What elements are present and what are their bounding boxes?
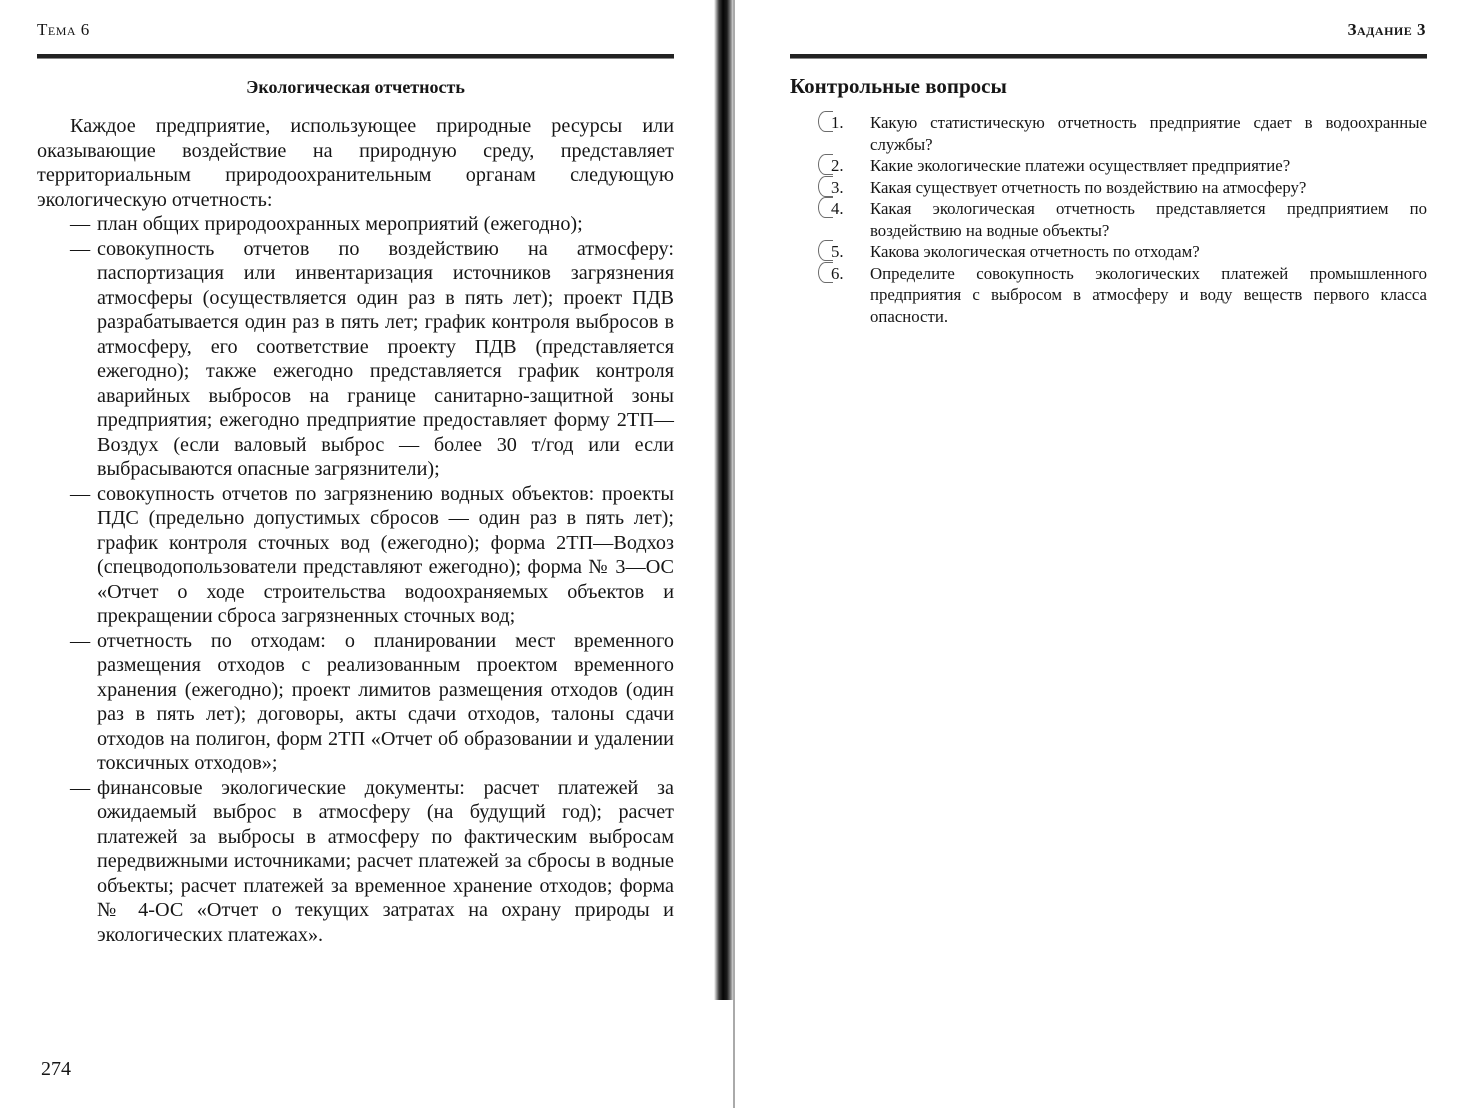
dash-marker: —: [70, 776, 91, 799]
question-text: Какая экологическая отчетность представляется предприятием по воздействию на водные объекты?: [870, 199, 1427, 240]
reporting-list: [37, 212, 674, 947]
question-item: [817, 155, 1427, 177]
page-number: 274: [41, 1058, 71, 1080]
spine-shadow: [714, 0, 734, 1000]
question-number: 1.: [831, 113, 844, 132]
body-text: [37, 114, 674, 947]
right-page: [760, 0, 1459, 1108]
book-spine: [700, 0, 760, 1108]
dash-marker: —: [70, 629, 91, 652]
question-number: 5.: [831, 242, 844, 261]
header-rule-left: [37, 54, 674, 59]
question-text: Какова экологическая отчетность по отходам?: [870, 242, 1200, 261]
intro-paragraph: Каждое предприятие, использующее природные ресурсы или оказывающие воздействие на природную среду, представляет территориальным природоохранительным органам следующую экологическую отчетность:: [37, 115, 674, 211]
question-number: 6.: [831, 263, 844, 283]
dash-marker: —: [70, 213, 91, 235]
questions-list: [817, 112, 1427, 327]
header-rule-right: [790, 54, 1427, 59]
question-text: Какая существует отчетность по воздействию на атмосферу?: [870, 177, 1307, 197]
list-item: [37, 776, 674, 948]
question-item: [817, 177, 1427, 199]
dash-marker: —: [70, 237, 91, 260]
list-item-text: совокупность отчетов по воздействию на атмосферу: паспортизация или инвентаризация источников загрязнения атмосферы (осуществляется один раз в пять лет); проект ПДВ разрабатывается один раз в пять лет; график контроля выбросов в атмосферу, его соответствие проекту ПДВ (представляется ежегодно); также ежегодно представляется график контроля аварийных выбросов на границе санитарно-защитной зоны предприятия; ежегодно предприятие предоставляет форму 2ТП—Воздух (если валовый выброс — более 30 т/год или если выбрасываются опасные загрязнители);: [97, 237, 674, 480]
question-text: Определите совокупность экологических платежей промышленного предприятия с выбросом в атмосферу и воду веществ первого класса опасности.: [870, 263, 1427, 326]
left-page: [0, 0, 700, 1108]
question-item: [817, 241, 1427, 263]
section-title: Экологическая отчетность: [246, 77, 465, 97]
running-head-right: Задание 3: [1347, 20, 1426, 39]
list-item-text: финансовые экологические документы: расчет платежей за ожидаемый выброс в атмосферу (на будущий год); расчет платежей за выбросы в атмосферу по фактическим выбросам передвижными источниками; расчет платежей за сбросы в водные объекты; расчет платежей за временное хранение отходов; форма № 4-ОС «Отчет о текущих затратах на охрану природы и экологических платежах».: [97, 776, 674, 946]
running-head-left: Тема 6: [37, 20, 90, 39]
spine-edge: [733, 0, 735, 1108]
list-item-text: отчетность по отходам: о планировании мест временного размещения отходов с реализованным проектом временного хранения (ежегодно); проект лимитов размещения отходов (один раз в пять лет); договоры, акты сдачи отходов, талоны сдачи отходов на полигон, форм 2ТП «Отчет об образовании и удалении токсичных отходов»;: [97, 629, 674, 774]
question-number: 2.: [831, 156, 844, 175]
list-item: [37, 482, 674, 629]
list-item: [37, 237, 674, 482]
list-item: [37, 629, 674, 776]
list-item-text: совокупность отчетов по загрязнению водных объектов: проекты ПДС (предельно допустимых сбросов — один раз в пять лет); график контроля сточных вод (ежегодно); форма 2ТП—Водхоз (спецводопользователи представляют ежегодно); форма № 3—ОС «Отчет о ходе строительства водоохраняемых объектов и прекращении сброса загрязненных сточных вод;: [97, 482, 674, 627]
list-item: [37, 212, 674, 237]
question-item: [817, 263, 1427, 328]
question-item: [817, 198, 1427, 241]
questions-title: Контрольные вопросы: [790, 74, 1007, 98]
list-item-text: план общих природоохранных мероприятий (ежегодно);: [97, 213, 583, 235]
question-item: [817, 112, 1427, 155]
question-number: 3.: [831, 177, 844, 197]
dash-marker: —: [70, 482, 91, 505]
question-text: Какую статистическую отчетность предприятие сдает в водоохранные службы?: [870, 113, 1427, 154]
question-number: 4.: [831, 199, 844, 218]
question-text: Какие экологические платежи осуществляет предприятие?: [870, 156, 1291, 175]
